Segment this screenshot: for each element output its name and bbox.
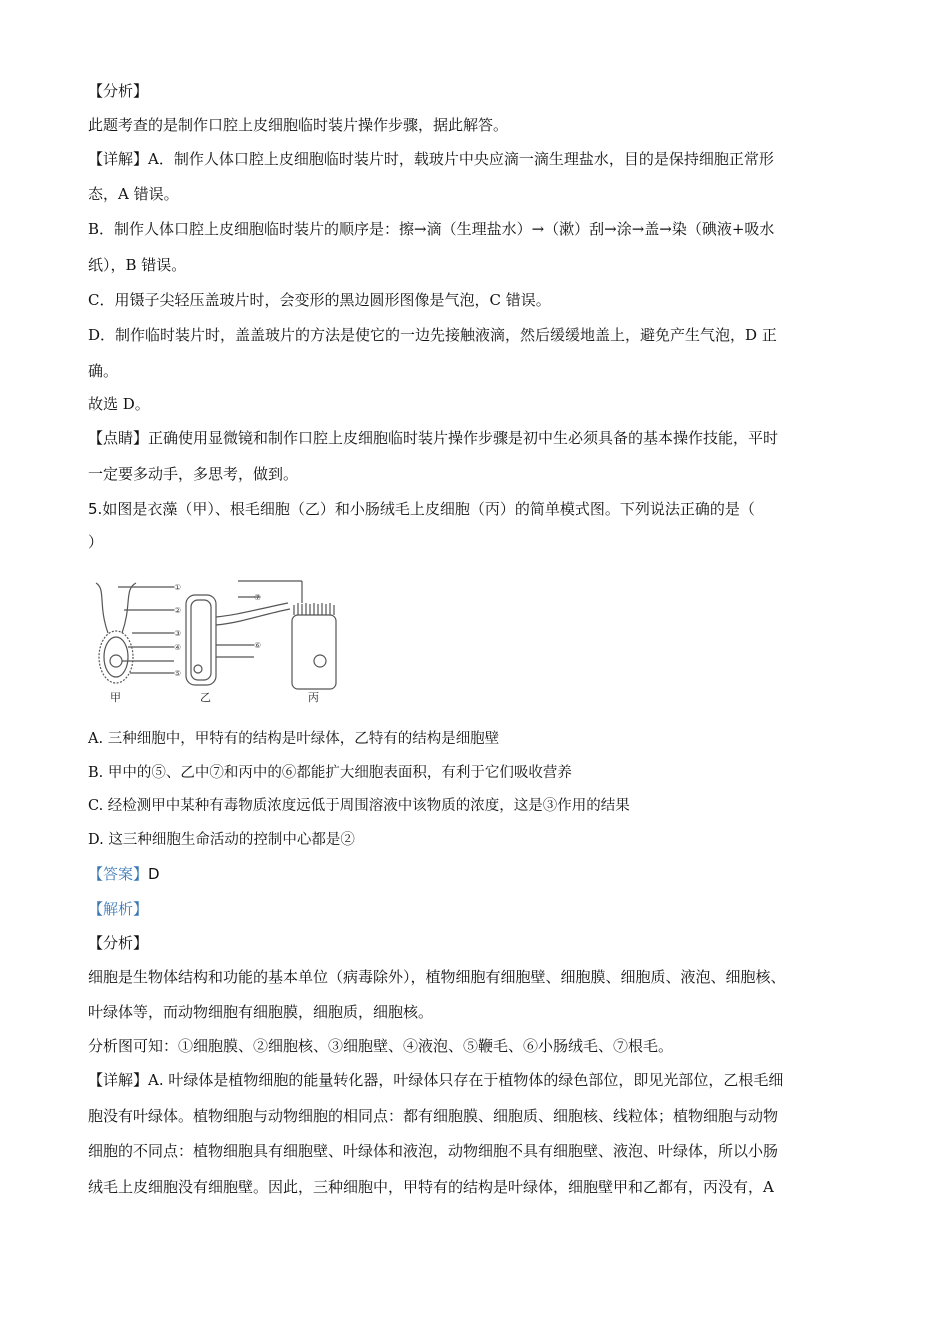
marker-1: ① [174, 583, 182, 592]
q5-answer-label: 【答案】 [88, 865, 149, 883]
q5-detail-line-3: 细胞的不同点：植物细胞具有细胞壁、叶绿体和液泡，动物细胞不具有细胞壁、液泡、叶绿体，所以小肠 [88, 1142, 779, 1160]
figure-label-bing: 丙 [308, 691, 319, 704]
q5-answer-line [88, 864, 160, 884]
q5-analysis-line-2: 叶绿体等，而动物细胞有细胞膜，细胞质，细胞核。 [88, 1003, 434, 1021]
q5-option-d: D. 这三种细胞生命活动的控制中心都是② [88, 832, 355, 848]
q5-analysis-line-3: 分析图可知：①细胞膜、②细胞核、③细胞壁、④液泡、⑤鞭毛、⑥小肠绒毛、⑦根毛。 [88, 1037, 674, 1055]
q5-answer-value: D [148, 865, 160, 883]
q5-stem-line-1 [88, 499, 755, 519]
marker-2: ② [174, 606, 182, 615]
marker-4: ④ [174, 643, 182, 652]
chlamydomonas-nucleus [110, 655, 122, 667]
microvilli [294, 603, 334, 615]
cell-diagram [88, 575, 348, 705]
flagellum-right [122, 583, 136, 633]
prev-analysis-text: 此题考查的是制作口腔上皮细胞临时装片操作步骤，据此解答。 [88, 116, 509, 134]
q5-detail-line-4: 绒毛上皮细胞没有细胞壁。因此，三种细胞中，甲特有的结构是叶绿体，细胞壁甲和乙都有，丙没有，A [88, 1178, 774, 1196]
marker-6: ⑥ [254, 641, 262, 650]
q5-stem-text: 如图是衣藻（甲）、根毛细胞（乙）和小肠绒毛上皮细胞（丙）的简单模式图。下列说法正确的是（ [102, 500, 755, 518]
prev-choice: 故选 D。 [88, 395, 150, 413]
prev-option-c-line: C．用镊子尖轻压盖玻片时，会变形的黑边圆形图像是气泡，C 错误。 [88, 291, 551, 309]
prev-option-b-line-1: B．制作人体口腔上皮细胞临时装片的顺序是：擦→滴（生理盐水）→（漱）刮→涂→盖→染（碘液+吸水 [88, 220, 775, 238]
q5-analysis-line-1: 细胞是生物体结构和功能的基本单位（病毒除外），植物细胞有细胞壁、细胞膜、细胞质、液泡、细胞核、 [88, 968, 786, 986]
prev-option-d-line-2: 确。 [88, 362, 119, 380]
marker-5: ⑤ [174, 669, 182, 678]
q5-option-a: A. 三种细胞中，甲特有的结构是叶绿体，乙特有的结构是细胞壁 [88, 731, 500, 747]
marker-7: ⑦ [254, 593, 262, 602]
prev-comment-line-1: 【点睛】正确使用显微镜和制作口腔上皮细胞临时装片操作步骤是初中生必须具备的基本操作技能，平时 [88, 429, 779, 447]
q5-detail-line-2: 胞没有叶绿体。植物细胞与动物细胞的相同点：都有细胞膜、细胞质、细胞核、线粒体；植物细胞与动物 [88, 1107, 779, 1125]
q5-option-c: C. 经检测甲中某种有毒物质浓度远低于周围溶液中该物质的浓度，这是③作用的结果 [88, 798, 630, 814]
prev-analysis-label: 【分析】 [88, 82, 149, 100]
q5-option-b: B. 甲中的⑤、乙中⑦和丙中的⑥都能扩大细胞表面积，有利于它们吸收营养 [88, 765, 572, 781]
prev-comment-line-2: 一定要多动手，多思考，做到。 [88, 465, 299, 483]
q5-explain-label: 【解析】 [88, 900, 149, 918]
intestinal-cell [292, 615, 336, 689]
root-hair [216, 603, 288, 617]
q5-stem-line-2: ） [88, 533, 104, 551]
prev-detail-line-1: 【详解】A．制作人体口腔上皮细胞临时装片时，载玻片中央应滴一滴生理盐水，目的是保持细胞正常形 [88, 150, 774, 168]
q5-number: 5. [88, 500, 103, 518]
flagellum-left [96, 583, 108, 633]
prev-option-b-line-2: 纸），B 错误。 [88, 256, 187, 274]
prev-detail-line-2: 态，A 错误。 [88, 185, 179, 203]
marker-3: ③ [174, 629, 182, 638]
cell-diagram-figure [88, 575, 348, 705]
prev-option-d-line-1: D．制作临时装片时，盖盖玻片的方法是使它的一边先接触液滴，然后缓缓地盖上，避免产生气泡，D 正 [88, 326, 777, 344]
q5-analysis-label: 【分析】 [88, 934, 149, 952]
figure-label-yi: 乙 [200, 691, 211, 704]
intestinal-nucleus [314, 655, 326, 667]
q5-detail-line-1: 【详解】A. 叶绿体是植物细胞的能量转化器，叶绿体只存在于植物体的绿色部位，即见光部位，乙根毛细 [88, 1071, 784, 1089]
figure-label-jia: 甲 [110, 691, 121, 704]
